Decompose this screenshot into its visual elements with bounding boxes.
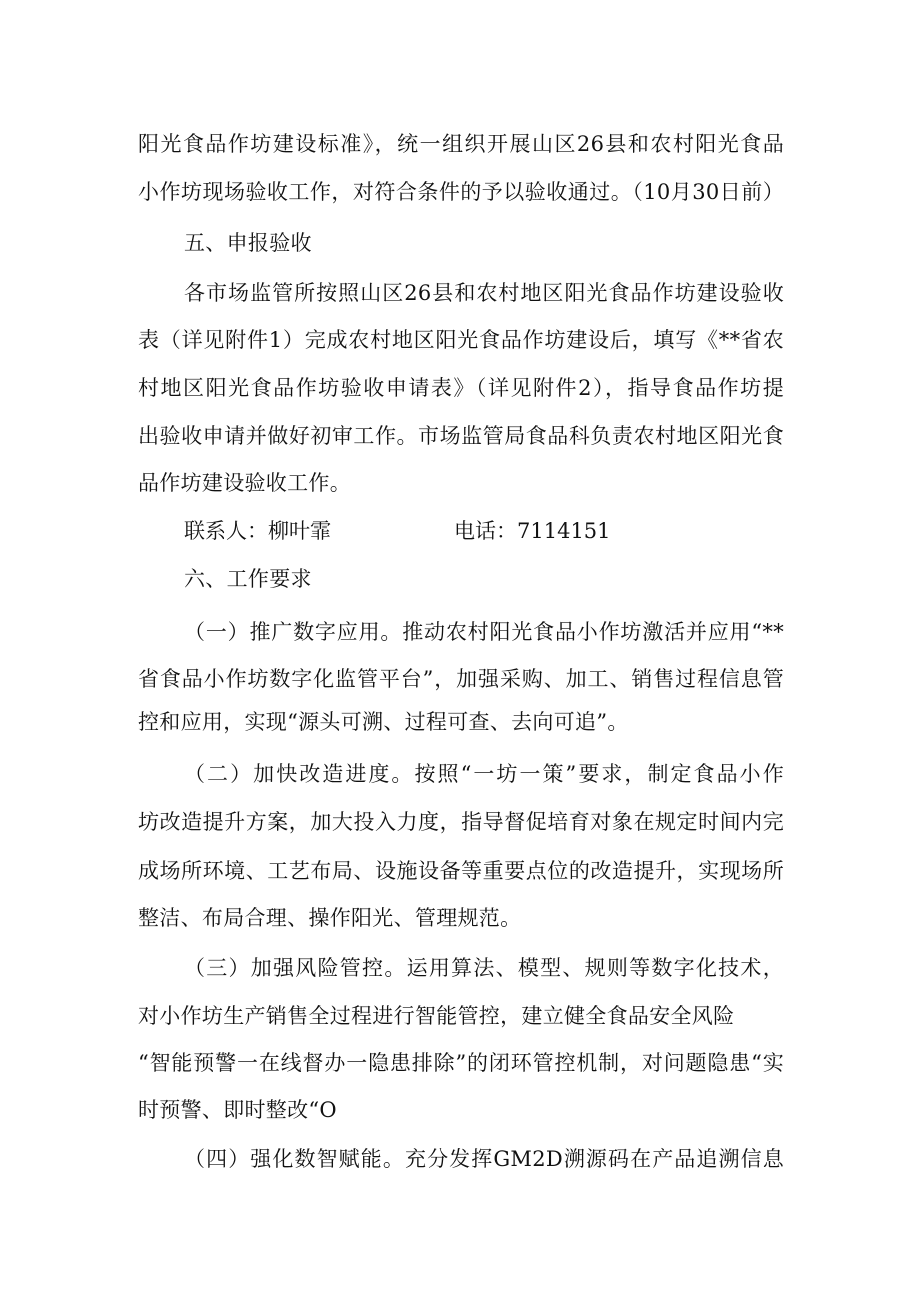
paragraph-line: 整洁、布局合理、操作阳光、管理规范。 (138, 906, 522, 930)
paragraph-line: （二）加快改造进度。按照“一坊一策”要求，制定食品小作 (184, 762, 784, 786)
section-heading: 六、工作要求 (184, 567, 312, 591)
paragraph-line: 坊改造提升方案，加大投入力度，指导督促培育对象在规定时间内完 (138, 810, 784, 834)
paragraph-line: 各市场监管所按照山区26县和农村地区阳光食品作坊建设验收 (184, 281, 784, 305)
paragraph-line: 对小作坊生产销售全过程进行智能管控，建立健全食品安全风险 (138, 1004, 735, 1028)
paragraph-line: “智能预警一在线督办一隐患排除”的闭环管控机制，对问题隐患“实 (138, 1051, 784, 1075)
paragraph-line: 阳光食品作坊建设标准》，统一组织开展山区26县和农村阳光食品 (138, 132, 784, 156)
section-heading: 五、申报验收 (184, 231, 312, 255)
paragraph-line: （三）加强风险管控。运用算法、模型、规则等数字化技术， (184, 956, 784, 980)
paragraph-line: 控和应用，实现“源头可溯、过程可查、去向可追”。 (138, 710, 629, 734)
contact-line (184, 516, 611, 546)
paragraph-line: 表（详见附件1）完成农村地区阳光食品作坊建设后，填写《**省农 (138, 328, 784, 352)
paragraph-line: 村地区阳光食品作坊验收申请表》（详见附件2），指导食品作坊提 (138, 376, 784, 400)
paragraph-line: 成场所环境、工艺布局、设施设备等重要点位的改造提升，实现场所 (138, 859, 784, 883)
contact-person: 联系人：柳叶霏 (184, 519, 331, 543)
paragraph-line: 省食品小作坊数字化监管平台”，加强采购、加工、销售过程信息管 (138, 667, 784, 691)
paragraph-line: 品作坊建设验收工作。 (138, 471, 351, 495)
paragraph-line: 出验收申请并做好初审工作。市场监管局食品科负责农村地区阳光食 (138, 424, 784, 448)
paragraph-line: （四）强化数智赋能。充分发挥GM2D溯源码在产品追溯信息 (184, 1147, 784, 1171)
paragraph-line: （一）推广数字应用。推动农村阳光食品小作坊激活并应用“** (184, 620, 784, 644)
contact-phone: 电话：7114151 (454, 519, 611, 543)
paragraph-line: 小作坊现场验收工作，对符合条件的予以验收通过。（10月30日前） (138, 180, 784, 204)
paragraph-line: 时预警、即时整改“O (138, 1098, 337, 1122)
